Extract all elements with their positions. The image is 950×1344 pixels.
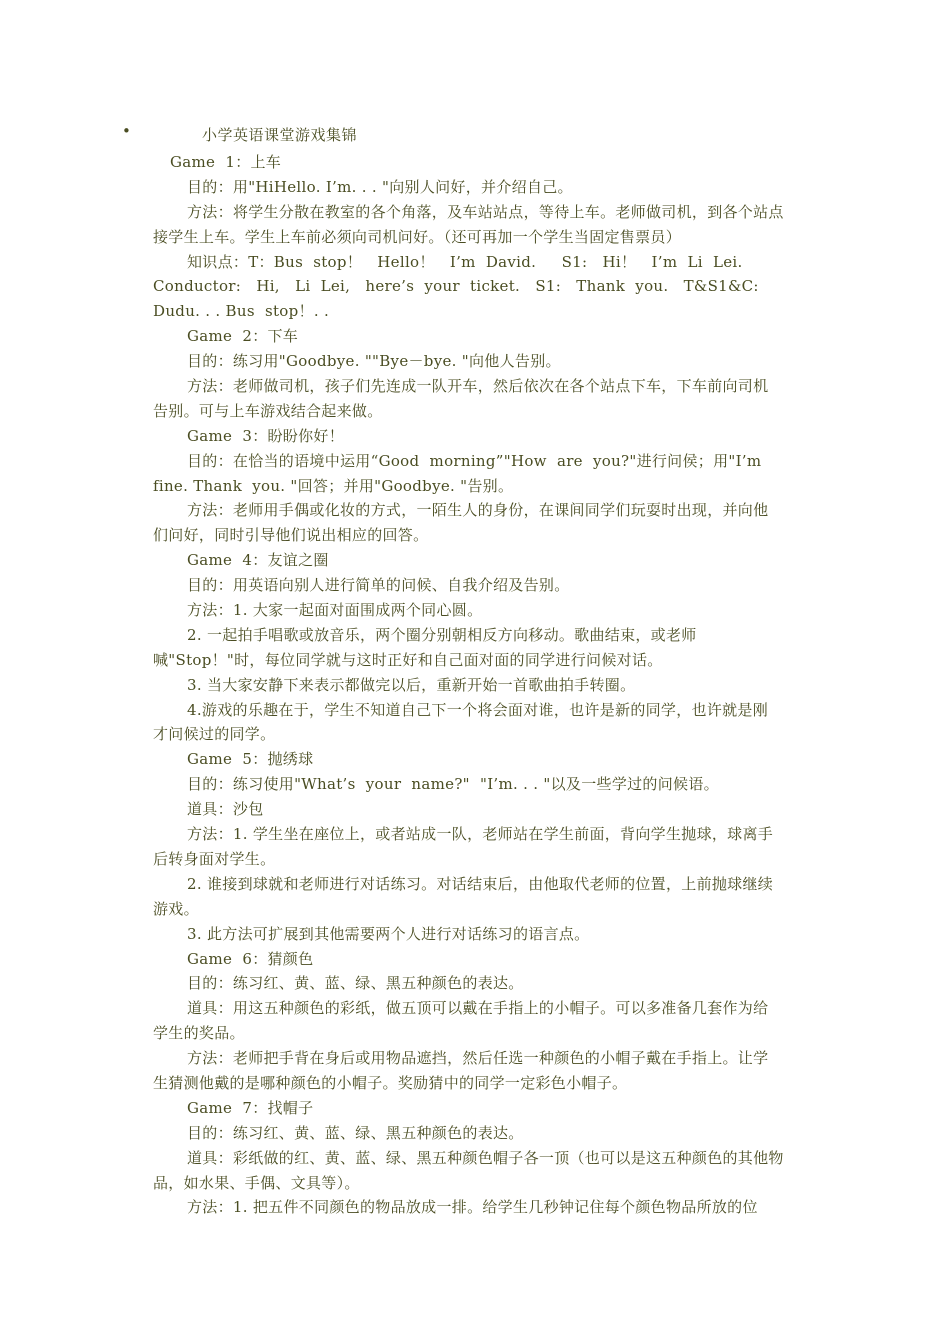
text-line: 4.游戏的乐趣在于，学生不知道自己下一个将会面对谁，也许是新的同学，也许就是刚 <box>187 700 769 719</box>
text-line: 后转身面对学生。 <box>153 849 276 868</box>
text-line: Game 3：盼盼你好！ <box>187 426 345 445</box>
text-line: fine. Thank you. "回答；并用"Goodbye. "告别。 <box>153 476 514 495</box>
text-line: 目的：用英语向别人进行简单的问候、自我介绍及告别。 <box>187 576 570 595</box>
text-line: 喊"Stop！"时，每位同学就与这时正好和自己面对面的同学进行问候对话。 <box>153 650 663 669</box>
list-bullet: • <box>122 122 131 140</box>
text-line: 目的：练习红、黄、蓝、绿、黑五种颜色的表达。 <box>187 1123 524 1142</box>
text-line: 方法：1. 把五件不同颜色的物品放成一排。给学生几秒钟记住每个颜色物品所放的位 <box>187 1198 758 1217</box>
text-line: 目的：用"HiHello. I’m. . . "向别人问好，并介绍自己。 <box>187 177 573 196</box>
document-title: 小学英语课堂游戏集锦 <box>202 126 358 144</box>
text-line: 道具：用这五种颜色的彩纸，做五顶可以戴在手指上的小帽子。可以多准备几套作为给 <box>187 999 769 1018</box>
text-line: Game 7：找帽子 <box>187 1098 314 1117</box>
document-body <box>153 150 810 1220</box>
text-line: Game 1：上车 <box>170 153 282 171</box>
text-line: 方法：1. 大家一起面对面围成两个同心圆。 <box>187 601 483 620</box>
text-line: 方法：1. 学生坐在座位上，或者站成一队，老师站在学生前面，背向学生抛球，球离手 <box>187 825 774 844</box>
text-line: 游戏。 <box>153 899 199 918</box>
text-line: Game 4：友谊之圈 <box>187 551 329 570</box>
text-line: 2. 一起拍手唱歌或放音乐，两个圈分别朝相反方向移动。歌曲结束，或老师 <box>187 625 697 644</box>
text-line: Game 5：抛绣球 <box>187 750 314 769</box>
text-line: 3. 当大家安静下来表示都做完以后，重新开始一首歌曲拍手转圈。 <box>187 675 636 694</box>
text-line: 2. 谁接到球就和老师进行对话练习。对话结束后，由他取代老师的位置，上前抛球继续 <box>187 874 774 893</box>
text-line: 目的：在恰当的语境中运用“Good morning”"How are you?"进行问侯；用"I’m <box>187 451 762 470</box>
text-line: 品，如水果、手偶、文具等）。 <box>153 1173 360 1192</box>
text-line: 们问好，同时引导他们说出相应的回答。 <box>153 526 429 545</box>
text-line: Game 2：下车 <box>187 327 299 346</box>
text-line: 目的：练习使用"What’s your name?" "I’m. . . "以及一些学过的问候语。 <box>187 775 719 794</box>
text-line: Game 6：猜颜色 <box>187 949 314 968</box>
text-line: 方法：老师用手偶或化妆的方式，一陌生人的身份，在课间同学们玩耍时出现，并向他 <box>187 501 769 520</box>
text-line: 知识点：T：Bus stop！ Hello！ I’m David. S1: Hi！ I’m Li Lei. <box>187 252 743 271</box>
text-line: 方法：老师做司机，孩子们先连成一队开车，然后依次在各个站点下车，下车前向司机 <box>187 377 769 396</box>
text-line: 告别。可与上车游戏结合起来做。 <box>153 401 383 420</box>
text-line: 接学生上车。学生上车前必须向司机问好。（还可再加一个学生当固定售票员） <box>153 227 682 246</box>
text-line: Conductor: Hi, Li Lei, here’s your ticket. S1: Thank you. T&S1&C: <box>153 277 759 296</box>
text-line: 才问候过的同学。 <box>153 725 276 744</box>
text-line: 生猜测他戴的是哪种颜色的小帽子。奖励猜中的同学一定彩色小帽子。 <box>153 1073 628 1092</box>
text-line: 道具：彩纸做的红、黄、蓝、绿、黑五种颜色帽子各一顶（也可以是这五种颜色的其他物 <box>187 1148 784 1167</box>
text-line: Dudu. . . Bus stop！. . <box>153 302 330 321</box>
text-line: 方法：老师把手背在身后或用物品遮挡，然后任选一种颜色的小帽子戴在手指上。让学 <box>187 1049 769 1068</box>
text-line: 方法：将学生分散在教室的各个角落，及车站站点，等待上车。老师做司机，到各个站点 <box>187 202 784 221</box>
text-line: 3. 此方法可扩展到其他需要两个人进行对话练习的语言点。 <box>187 924 590 943</box>
text-line: 道具：沙包 <box>187 800 264 819</box>
text-line: 目的：练习用"Goodbye. ""Bye－bye. "向他人告别。 <box>187 352 561 371</box>
text-line: 学生的奖品。 <box>153 1024 245 1043</box>
text-line: 目的：练习红、黄、蓝、绿、黑五种颜色的表达。 <box>187 974 524 993</box>
